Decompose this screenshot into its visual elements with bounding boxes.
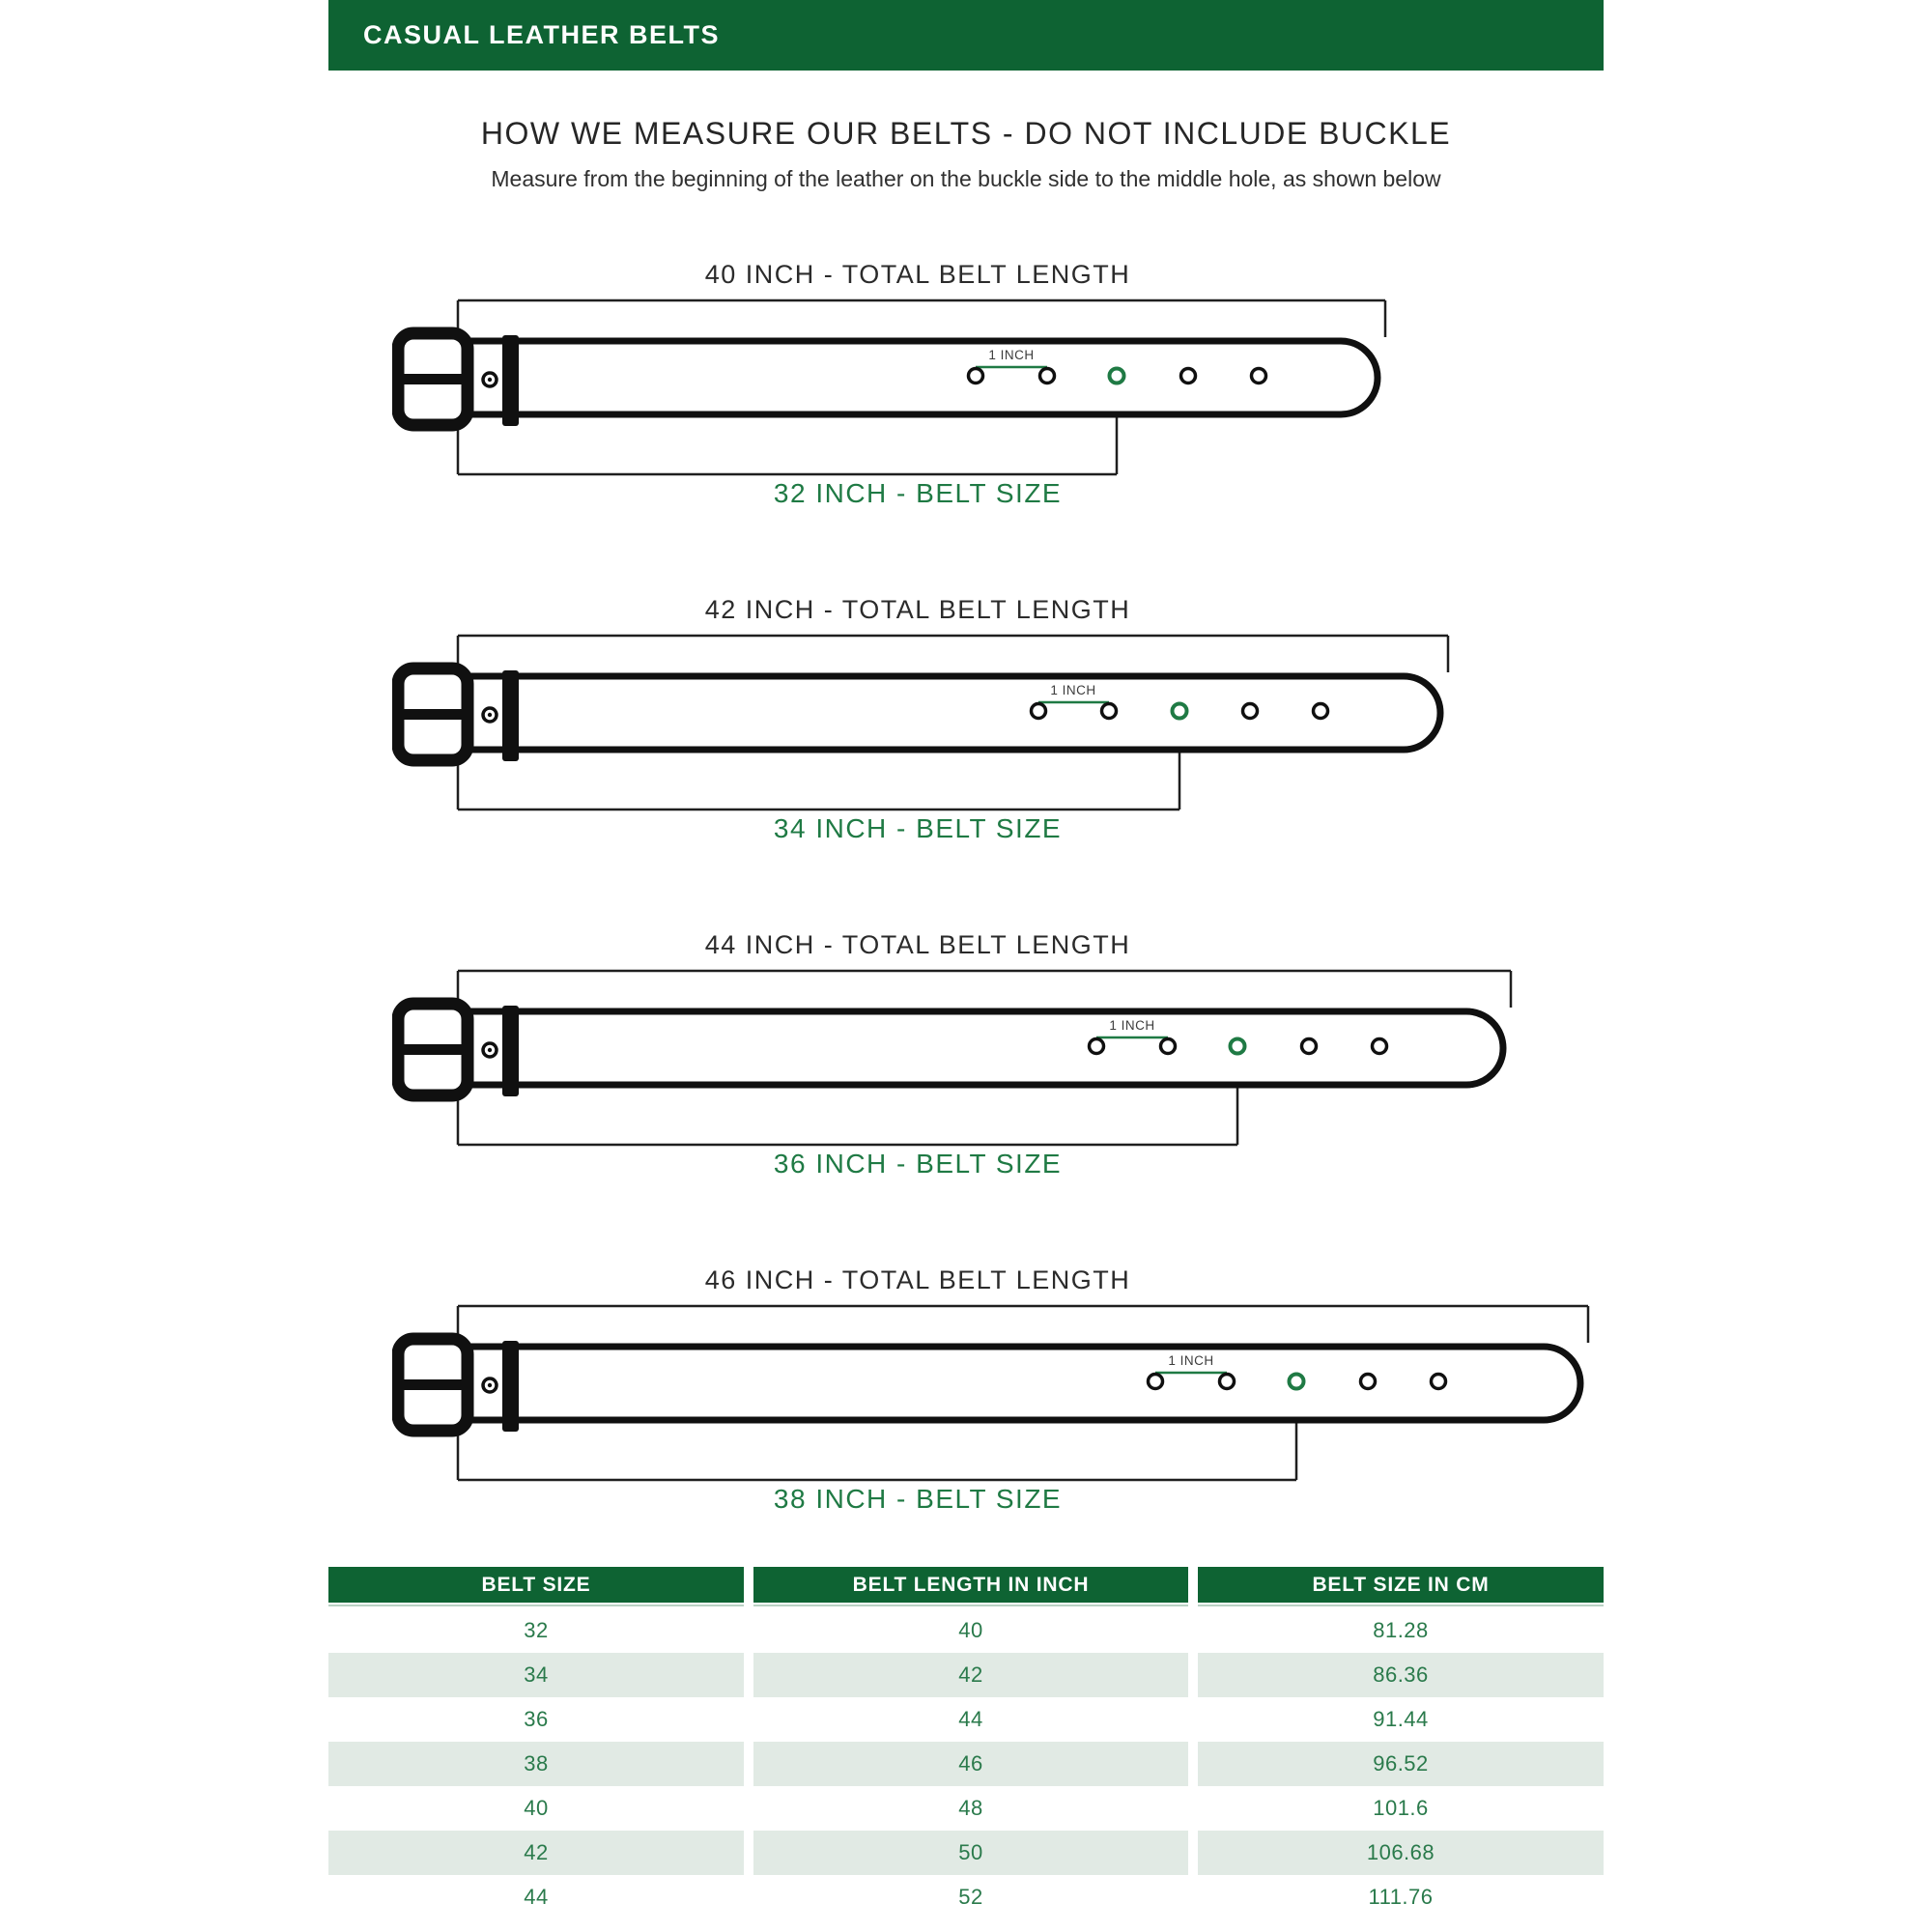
one-inch-label: 1 INCH	[1109, 1018, 1155, 1033]
belt-strap	[433, 676, 1440, 750]
belt-size-label: 36 INCH - BELT SIZE	[773, 1149, 1063, 1179]
total-length-label: 44 INCH - TOTAL BELT LENGTH	[704, 930, 1131, 959]
table-cell: 40	[524, 1796, 549, 1820]
table-header-belt-length-inch: BELT LENGTH IN INCH	[753, 1567, 1188, 1603]
belt-keeper	[502, 1341, 519, 1432]
belt-size-guide-page	[328, 0, 1604, 1919]
belt-keeper	[502, 335, 519, 426]
size-table	[328, 1567, 1604, 1919]
table-cell: 44	[958, 1707, 983, 1731]
table-cell: 38	[328, 1742, 744, 1786]
one-inch-label: 1 INCH	[1168, 1353, 1214, 1368]
page-subtitle: Measure from the beginning of the leather on the buckle side to the middle hole, as shown below	[491, 166, 1441, 191]
table-cell: 91.44	[1373, 1707, 1429, 1731]
table-cell: 32	[524, 1618, 549, 1642]
belt-diagram-44-inch	[328, 928, 1604, 1179]
table-header-belt-size: BELT SIZE	[328, 1567, 744, 1603]
belt-strap	[433, 1347, 1580, 1420]
total-length-label: 46 INCH - TOTAL BELT LENGTH	[704, 1265, 1131, 1294]
belt-hole	[1149, 1375, 1163, 1389]
belt-graphic-44-inch	[392, 961, 1513, 1150]
belt-hole	[1252, 369, 1266, 384]
middle-hole-highlighted	[1110, 369, 1124, 384]
table-cell: 40	[958, 1618, 983, 1642]
table-cell: 42	[753, 1653, 1188, 1697]
header-title: CASUAL LEATHER BELTS	[363, 20, 721, 49]
belt-hole	[1161, 1039, 1176, 1054]
middle-hole-highlighted	[1290, 1375, 1304, 1389]
table-cell: 111.76	[1368, 1885, 1434, 1909]
belt-diagram-42-inch	[328, 593, 1604, 843]
belt-size-label: 38 INCH - BELT SIZE	[773, 1484, 1063, 1514]
belt-hole	[1090, 1039, 1104, 1054]
table-cell: 81.28	[1373, 1618, 1429, 1642]
middle-hole-highlighted	[1231, 1039, 1245, 1054]
buckle-hole-dot	[488, 378, 492, 382]
table-cell: 36	[524, 1707, 549, 1731]
page-title: HOW WE MEASURE OUR BELTS - DO NOT INCLUDE BUCKLE	[480, 116, 1452, 151]
table-cell: 106.68	[1198, 1831, 1604, 1875]
belt-size-label: 34 INCH - BELT SIZE	[773, 813, 1063, 843]
table-cell: 46	[753, 1742, 1188, 1786]
belt-hole	[1040, 369, 1055, 384]
middle-hole-highlighted	[1173, 704, 1187, 719]
belt-graphic-46-inch	[392, 1296, 1590, 1485]
table-header-belt-size-cm: BELT SIZE IN CM	[1198, 1567, 1604, 1603]
belt-strap	[433, 1011, 1503, 1085]
table-cell: 48	[958, 1796, 983, 1820]
belt-hole	[1220, 1375, 1235, 1389]
belt-hole	[1102, 704, 1117, 719]
table-cell: 101.6	[1373, 1796, 1429, 1820]
table-cell: 44	[524, 1885, 549, 1909]
belt-diagram-46-inch	[328, 1264, 1604, 1514]
belt-size-label: 32 INCH - BELT SIZE	[773, 478, 1063, 508]
table-cell: 42	[328, 1831, 744, 1875]
belt-strap	[433, 341, 1378, 414]
belt-hole	[1243, 704, 1258, 719]
one-inch-label: 1 INCH	[1050, 683, 1096, 697]
buckle-hole-dot	[488, 1048, 492, 1052]
belt-graphic-40-inch	[392, 291, 1387, 479]
total-length-label: 42 INCH - TOTAL BELT LENGTH	[704, 595, 1131, 624]
table-cell: 86.36	[1198, 1653, 1604, 1697]
belt-hole	[1314, 704, 1328, 719]
belt-hole	[969, 369, 983, 384]
belt-hole	[1361, 1375, 1376, 1389]
belt-hole	[1181, 369, 1196, 384]
belt-hole	[1032, 704, 1046, 719]
buckle-hole-dot	[488, 713, 492, 717]
header-bar	[328, 0, 1604, 71]
total-length-label: 40 INCH - TOTAL BELT LENGTH	[704, 260, 1131, 289]
belt-hole	[1373, 1039, 1387, 1054]
buckle-hole-dot	[488, 1383, 492, 1387]
table-cell: 34	[328, 1653, 744, 1697]
table-cell: 50	[753, 1831, 1188, 1875]
belt-keeper	[502, 670, 519, 761]
one-inch-label: 1 INCH	[988, 348, 1035, 362]
belt-diagram-40-inch	[328, 258, 1604, 508]
table-cell: 96.52	[1198, 1742, 1604, 1786]
table-cell: 52	[958, 1885, 983, 1909]
belt-keeper	[502, 1006, 519, 1096]
belt-graphic-42-inch	[392, 626, 1450, 814]
belt-hole	[1432, 1375, 1446, 1389]
belt-hole	[1302, 1039, 1317, 1054]
